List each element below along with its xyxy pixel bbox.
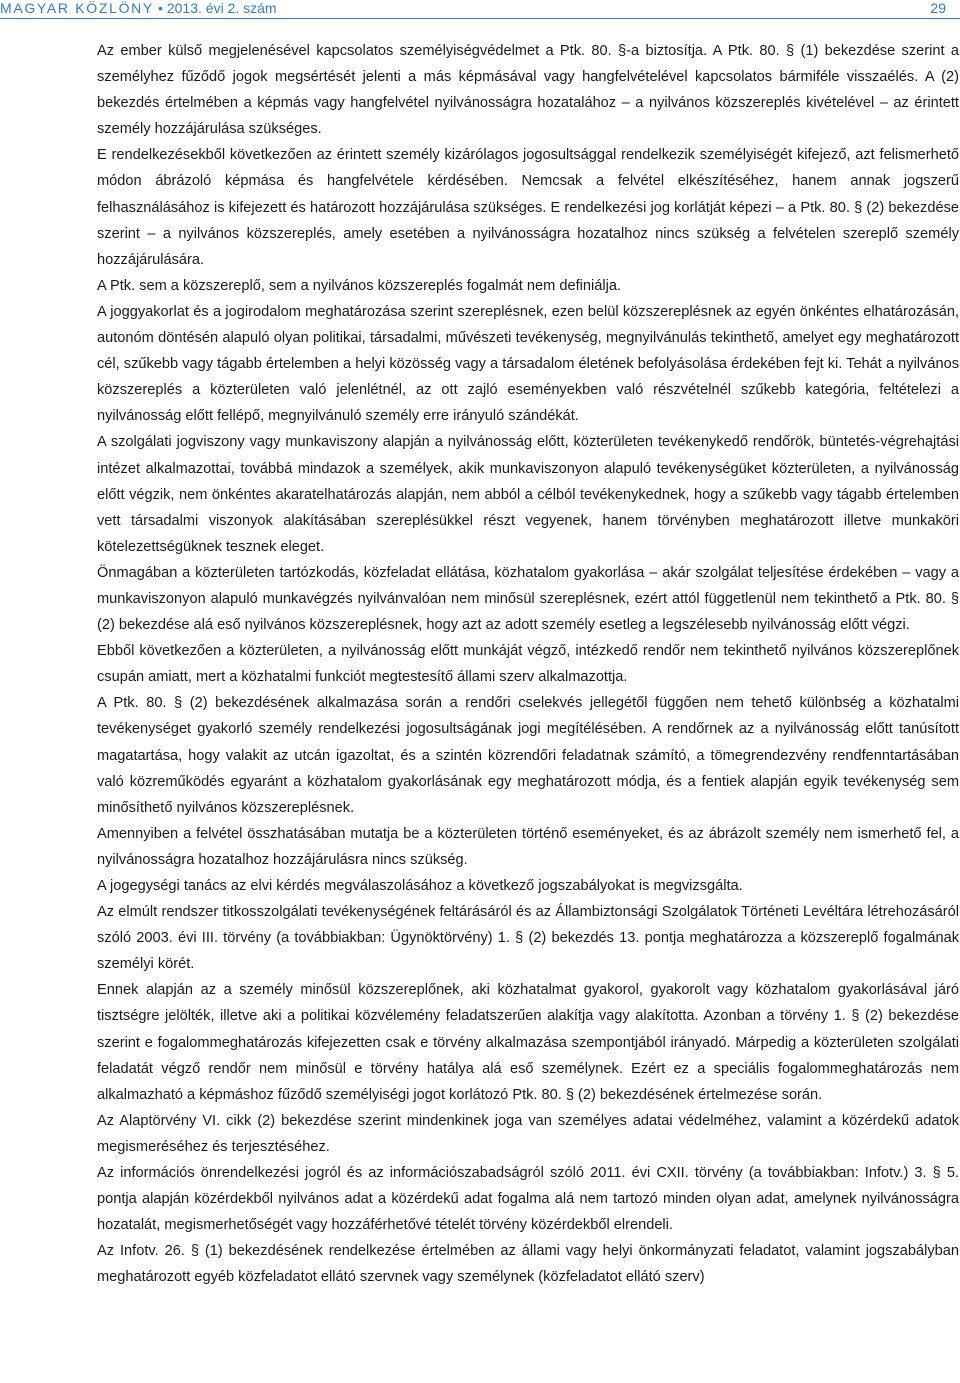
paragraph: Az információs önrendelkezési jogról és az információszabadságról szóló 2011. évi CXII. törvény (a továbbiakban: Infotv.) 3. § 5. pontja alapján közérdekből nyilvános adat a közérdekű adat fogalma alá nem tartozó minden olyan adat, amelynek nyilvánosságra hozatalát, megismerhetőségét vagy hozzáférhetővé tételét törvény közérdekből elrendeli.: [97, 1165, 959, 1234]
paragraph: Az ember külső megjelenésével kapcsolatos személyiségvédelmet a Ptk. 80. §-a biztosítja. A Ptk. 80. § (1) bekezdése szerint a személyhez fűződő jogok megsértését jelenti a más képmásával vagy hangfelvételével kapcsolatos bármiféle visszaélés. A (2) bekezdés értelmében a képmás vagy hangfelvétel nyilvánosságra hozatalához – a nyilvános közszereplés kivételével – az érintett személy hozzájárulása szükséges.: [97, 43, 959, 138]
paragraph: A Ptk. 80. § (2) bekezdésének alkalmazása során a rendőri cselekvés jellegétől függően nem tehető különbség a közhatalmi tevékenységet gyakorló személy rendelkezési jogosultságának jogi megítélésében. A rendőrnek az a nyilvánosság előtt tanúsított magatartása, hogy valakit az utcán igazoltat, és a szintén közrendőri feladatnak számító, a tömegrendezvény rendfenntartásában való közreműködés egyaránt a közhatalom gyakorlásának egy meghatározott módja, és a fentiek alapján egyik tevékenység sem minősíthető nyilvános közszereplésnek.: [97, 695, 959, 816]
journal-name: MAGYAR KÖZLÖNY: [0, 0, 154, 16]
paragraph: Amennyiben a felvétel összhatásában mutatja be a közterületen történő eseményeket, és az ábrázolt személy nem ismerhető fel, a nyilvánosságra hozatalhoz hozzájárulásra nincs szükség.: [97, 825, 959, 868]
paragraph: A jogegységi tanács az elvi kérdés megválaszolásához a következő jogszabályokat is megvizsgálta.: [97, 878, 743, 894]
paragraph: Ebből következően a közterületen, a nyilvánosság előtt munkáját végző, intézkedő rendőr nem tekinthető nyilvános közszereplőnek csupán amiatt, mert a közhatalmi funkciót megtestesítő állami szerv alkalmazottja.: [97, 643, 959, 686]
paragraph: A joggyakorlat és a jogirodalom meghatározása szerint szereplésnek, ezen belül közszereplésnek az egyén önkéntes elhatározásán, autonóm döntésén alapuló olyan politikai, társadalmi, művészeti tevékenység, megnyilvánulás tekinthető, amelyet egy meghatározott cél, szűkebb vagy tágabb értelemben a helyi közösség vagy a társadalom életének befolyásolása érdekében fejt ki. Tehát a nyilvános közszereplés a közterületen való jelenlétnél, az ott zajló eseményekben való részvételnél szűkebb kategória, feltételezi a nyilvánosság előtt fellépő, megnyilvánuló személy erre irányuló szándékát.: [97, 303, 959, 425]
journal-title: [0, 0, 277, 16]
paragraph: A szolgálati jogviszony vagy munkaviszony alapján a nyilvánosság előtt, közterületen tevékenykedő rendőrök, büntetés-végrehajtási intézet alkalmazottai, továbbá mindazok a személyek, akik munkaviszonyon alapuló tevékenységüket közterületen, a nyilvánosság előtt végzik, nem önkéntes akaratelhatározás alapján, nem abból a célból tevékenykednek, hogy a szűkebb vagy tágabb értelemben vett társadalmi viszonyok alakításában szereplésükkel részt vegyenek, hanem törvényben meghatározott illetve munkaköri kötelezettségüknek tesznek eleget.: [97, 434, 959, 555]
paragraph: Az Infotv. 26. § (1) bekezdésének rendelkezése értelmében az állami vagy helyi önkormányzati feladatot, valamint jogszabályban meghatározott egyéb közfeladatot ellátó szervnek vagy személynek (közfeladatot ellátó szerv): [97, 1243, 959, 1286]
paragraph: Az Alaptörvény VI. cikk (2) bekezdése szerint mindenkinek joga van személyes adatai védelméhez, valamint a közérdekű adatok megismeréséhez és terjesztéséhez.: [97, 1112, 959, 1155]
running-header: [0, 0, 960, 22]
paragraph: Az elmúlt rendszer titkosszolgálati tevékenységének feltárásáról és az Állambiztonsági Szolgálatok Történeti Levéltára létrehozásáról szóló 2003. évi III. törvény (a továbbiakban: Ügynöktörvény) 1. § (2) bekezdés 13. pontja meghatározza a közszereplő fogalmának személyi körét.: [97, 904, 959, 973]
page-number: 29: [930, 0, 946, 16]
body-text: [97, 38, 959, 1291]
paragraph: Önmagában a közterületen tartózkodás, közfeladat ellátása, közhatalom gyakorlása – akár szolgálat teljesítése érdekében – vagy a munkaviszonyon alapuló munkavégzés nyilvánvalóan nem minősül szereplésnek, ezért attól függetlenül nem tekinthető a Ptk. 80. § (2) bekezdése alá eső nyilvános közszereplésnek, hogy azt az adott személy esetleg a legszélesebb nyilvánosság előtt végzi.: [97, 564, 959, 634]
paragraph: A Ptk. sem a közszereplő, sem a nyilvános közszereplés fogalmát nem definiálja.: [97, 277, 621, 294]
paragraph: Ennek alapján az a személy minősül közszereplőnek, aki közhatalmat gyakorol, gyakorolt vagy közhatalom gyakorlásával járó tisztségre jelölték, illetve aki a politikai közvélemény feladatszerűen alakítja vagy alakította. Azonban a törvény 1. § (2) bekezdése szerint e fogalommeghatározás kifejezetten csak e törvény alkalmazása szempontjából irányadó. Márpedig a közterületen szolgálati feladatát végző rendőr nem minősül e törvény hatálya alá eső személynek. Ezért ez a speciális fogalommeghatározás nem alkalmazható a képmáshoz fűződő személyiségi jogot korlátozó Ptk. 80. § (2) bekezdésének értelmezése során.: [97, 982, 959, 1103]
paragraph: E rendelkezésekből következően az érintett személy kizárólagos jogosultsággal rendelkezik személyiségét kifejező, azt felismerhető módon ábrázoló képmása és hangfelvétele kérdésében. Nemcsak a felvétel elkészítéséhez, hanem annak jogszerű felhasználásához is kifejezett és határozott hozzájárulása szükséges. E rendelkezési jog korlátját képezi – a Ptk. 80. § (2) bekezdése szerint – a nyilvános közszereplés, amely esetében a nyilvánosságra hozatalhoz nincs szükség a felvételen szereplő személy hozzájárulására.: [97, 147, 959, 268]
issue-label: 2013. évi 2. szám: [166, 0, 277, 16]
header-rule: [0, 18, 960, 19]
header-separator: •: [157, 0, 163, 16]
